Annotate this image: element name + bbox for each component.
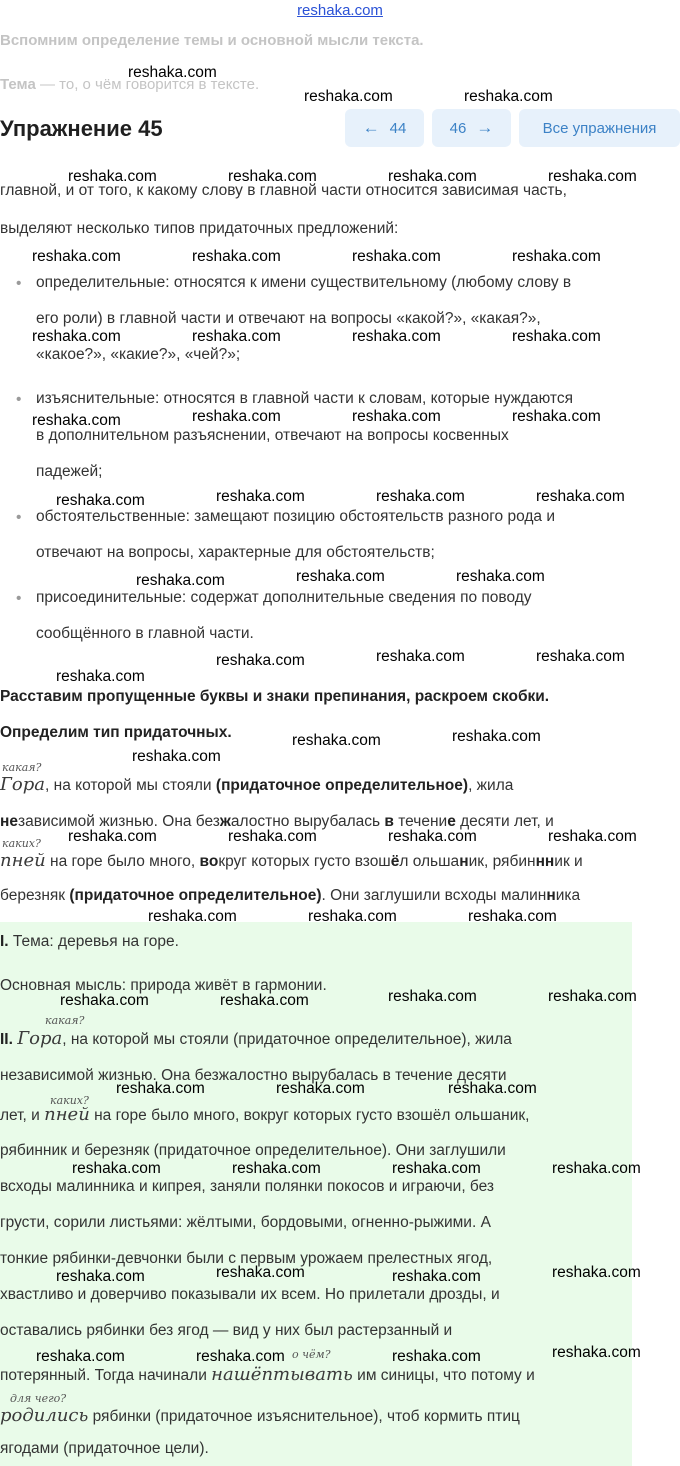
question-annotation: какая? <box>2 761 42 774</box>
watermark: reshaka.com <box>196 1348 285 1365</box>
task-line-1: Расставим пропущенные буквы и знаки препинания, раскроем скобки. <box>0 688 550 705</box>
list-item: обстоятельственные: замещают позицию обстоятельств разного рода и <box>36 508 556 525</box>
answer-line: независимой жизнью. Она безжалостно вырубалась в течение десяти <box>0 1067 507 1084</box>
watermark: reshaka.com <box>192 328 281 345</box>
faded-theme-label: Тема <box>0 76 36 93</box>
watermark: reshaka.com <box>68 828 157 845</box>
watermark: reshaka.com <box>352 328 441 345</box>
watermark: reshaka.com <box>32 248 121 265</box>
text-line: пней на горе было много, вокруг которых густо взошёл ольшаник, рябиннник и <box>0 850 583 871</box>
list-item-cont: падежей; <box>36 463 103 480</box>
watermark: reshaka.com <box>192 248 281 265</box>
watermark: reshaka.com <box>352 408 441 425</box>
answer-line: I. Тема: деревья на горе. <box>0 933 179 950</box>
watermark: reshaka.com <box>452 728 541 745</box>
watermark: reshaka.com <box>56 668 145 685</box>
page-title: Упражнение 45 <box>0 116 163 141</box>
watermark: reshaka.com <box>512 408 601 425</box>
watermark: reshaka.com <box>448 1080 537 1097</box>
prev-exercise-button[interactable] <box>345 109 424 147</box>
arrow-right-icon: → <box>476 118 494 137</box>
watermark: reshaka.com <box>308 908 397 925</box>
list-item: присоединительные: содержат дополнительные сведения по поводу <box>36 589 532 606</box>
watermark: reshaka.com <box>60 992 149 1009</box>
list-item-cont: «какое?», «какие?», «чей?»; <box>36 346 241 363</box>
watermark: reshaka.com <box>388 988 477 1005</box>
watermark: reshaka.com <box>148 908 237 925</box>
faded-intro-line: Вспомним определение темы и основной мысли текста. <box>0 32 424 49</box>
watermark: reshaka.com <box>388 168 477 185</box>
question-annotation: о чём? <box>292 1348 331 1361</box>
answer-line: ягодами (придаточное цели). <box>0 1440 209 1457</box>
watermark: reshaka.com <box>56 492 145 509</box>
watermark: reshaka.com <box>552 1264 641 1281</box>
watermark: reshaka.com <box>296 568 385 585</box>
watermark: reshaka.com <box>292 732 381 749</box>
bullet-icon: • <box>16 275 22 292</box>
arrow-left-icon: ← <box>362 118 380 137</box>
list-item: изъяснительные: относятся в главной части к словам, которые нуждаются <box>36 390 574 407</box>
list-item-cont: сообщённого в главной части. <box>36 625 254 642</box>
answer-line: оставались рябинки без ягод — вид у них был растерзанный и <box>0 1322 453 1339</box>
answer-line: Основная мысль: природа живёт в гармонии. <box>0 977 327 994</box>
watermark: reshaka.com <box>116 1080 205 1097</box>
prev-exercise-label: 44 <box>389 119 407 137</box>
watermark: reshaka.com <box>376 648 465 665</box>
watermark: reshaka.com <box>536 488 625 505</box>
watermark: reshaka.com <box>132 748 221 765</box>
watermark: reshaka.com <box>304 88 393 105</box>
intro-line-1: главной, и от того, к какому слову в главной части относится зависимая часть, <box>0 182 567 199</box>
watermark: reshaka.com <box>220 992 309 1009</box>
watermark: reshaka.com <box>136 572 225 589</box>
next-exercise-label: 46 <box>449 119 467 137</box>
watermark: reshaka.com <box>552 1344 641 1361</box>
watermark: reshaka.com <box>512 248 601 265</box>
list-item-cont: его роли) в главной части и отвечают на вопросы «какой?», «какая?», <box>36 310 541 327</box>
answer-line: II. Гора, на которой мы стояли (придаточное определительное), жила <box>0 1028 512 1049</box>
watermark: reshaka.com <box>548 828 637 845</box>
answer-line: родились рябинки (придаточное изъяснительное), чтоб кормить птиц <box>0 1405 520 1426</box>
watermark: reshaka.com <box>456 568 545 585</box>
answer-line: рябинник и березняк (придаточное определительное). Они заглушили <box>0 1142 506 1159</box>
watermark: reshaka.com <box>388 828 477 845</box>
faded-theme-text: — то, о чём говорится в тексте. <box>35 76 260 93</box>
answer-line: лет, и пней на горе было много, вокруг которых густо взошёл ольшаник, <box>0 1104 530 1125</box>
watermark: reshaka.com <box>468 908 557 925</box>
list-item: определительные: относятся к имени существительному (любому слову в <box>36 274 572 291</box>
watermark: reshaka.com <box>32 412 121 429</box>
watermark: reshaka.com <box>216 488 305 505</box>
question-annotation: какая? <box>45 1014 85 1027</box>
text-line: независимой жизнью. Она безжалостно вырубалась в течение десяти лет, и <box>0 813 554 830</box>
answer-line: тонкие рябинки-девчонки были с первым урожаем прелестных ягод, <box>0 1250 493 1267</box>
intro-line-2: выделяют несколько типов придаточных предложений: <box>0 220 399 237</box>
watermark: reshaka.com <box>228 828 317 845</box>
next-exercise-button[interactable] <box>432 109 511 147</box>
answer-line: потерянный. Тогда начинали нашёптывать им синицы, что потому и <box>0 1364 535 1385</box>
all-exercises-label: Все упражнения <box>542 119 657 137</box>
question-annotation: для чего? <box>10 1392 67 1405</box>
answer-line: хвастливо и доверчиво показывали их всем. Но прилетали дрозды, и <box>0 1286 500 1303</box>
bullet-icon: • <box>16 509 22 526</box>
watermark: reshaka.com <box>376 488 465 505</box>
question-annotation: каких? <box>50 1094 89 1107</box>
watermark: reshaka.com <box>32 328 121 345</box>
text-line: Гора, на которой мы стояли (придаточное определительное), жила <box>0 774 514 795</box>
site-link[interactable]: reshaka.com <box>297 2 383 19</box>
watermark: reshaka.com <box>232 1160 321 1177</box>
watermark: reshaka.com <box>216 652 305 669</box>
watermark: reshaka.com <box>548 168 637 185</box>
watermark: reshaka.com <box>56 1268 145 1285</box>
watermark: reshaka.com <box>392 1348 481 1365</box>
list-item-cont: отвечают на вопросы, характерные для обстоятельств; <box>36 544 435 561</box>
all-exercises-button[interactable] <box>519 109 680 147</box>
answer-line: грусти, сорили листьями: жёлтыми, бордовыми, огненно-рыжими. А <box>0 1214 491 1231</box>
answer-line: всходы малинника и кипрея, заняли полянки покосов и играючи, без <box>0 1178 495 1195</box>
watermark: reshaka.com <box>216 1264 305 1281</box>
watermark: reshaka.com <box>276 1080 365 1097</box>
watermark: reshaka.com <box>392 1160 481 1177</box>
watermark: reshaka.com <box>552 1160 641 1177</box>
list-item-cont: в дополнительном разъяснении, отвечают на вопросы косвенных <box>36 427 509 444</box>
watermark: reshaka.com <box>392 1268 481 1285</box>
watermark: reshaka.com <box>512 328 601 345</box>
watermark: reshaka.com <box>464 88 553 105</box>
watermark: reshaka.com <box>68 168 157 185</box>
watermark: reshaka.com <box>352 248 441 265</box>
bullet-icon: • <box>16 590 22 607</box>
watermark: reshaka.com <box>548 988 637 1005</box>
watermark: reshaka.com <box>192 408 281 425</box>
watermark: reshaka.com <box>128 64 217 81</box>
bullet-icon: • <box>16 391 22 408</box>
task-line-2: Определим тип придаточных. <box>0 724 232 741</box>
watermark: reshaka.com <box>536 648 625 665</box>
text-line: березняк (придаточное определительное). Они заглушили всходы малинника <box>0 887 581 904</box>
watermark: reshaka.com <box>72 1160 161 1177</box>
watermark: reshaka.com <box>36 1348 125 1365</box>
watermark: reshaka.com <box>228 168 317 185</box>
question-annotation: каких? <box>2 837 41 850</box>
